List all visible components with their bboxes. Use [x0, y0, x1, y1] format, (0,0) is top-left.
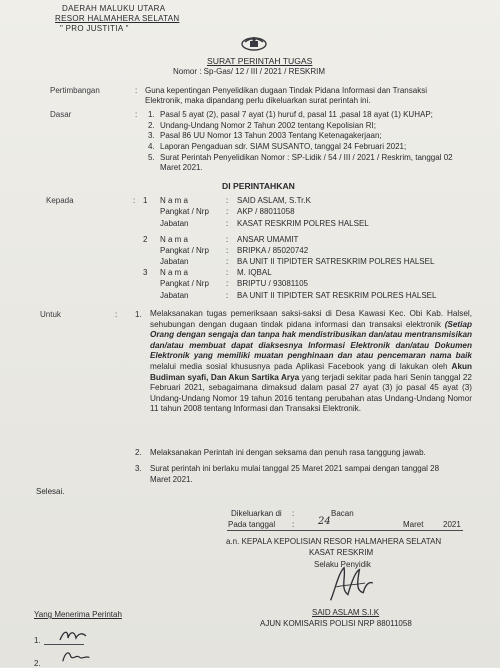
person-2-nama-label: N a m a [160, 235, 189, 244]
person-1-nama-label: N a m a [160, 196, 189, 205]
kepada-colon: : [133, 196, 136, 205]
document-number: Nomor : Sp-Gas/ 12 / III / 2021 / RESKRIM [173, 67, 326, 76]
person-2-colon-2: : [226, 246, 229, 255]
person-1-pangkat: AKP / 88011058 [237, 207, 295, 216]
untuk-colon: : [115, 310, 118, 319]
person-3-jabatan: BA UNIT II TIPIDTER SAT RESKRIM POLRES HALSEL [237, 291, 437, 300]
person-3-colon-1: : [226, 268, 229, 277]
untuk-item-1: Melaksanakan tugas pemeriksaan saksi-saksi di Desa Kawasi Kec. Obi Kab. Halsel, sehubungan dengan dugaan tindak pidana informasi dan transaksi elektronik (Setiap Orang dengan sengaja dan tanpa hak mendistribusikan dan/atau mentransmisikan dan/atau membuat dapat diaksesnya Informasi Elektronik dan/atau Dokumen Elektronik yang memiliki muatan penghinaan dan atau pencemaran nama baik melalui media sosial khususnya pada Aplikasi Facebook yang di lakukan oleh Akun Budiman syafi, Dan Akun Sartika Arya yang terjadi sekitar pada hari Senin tanggal 22 Februari 2021, sebagaimana dimaksud dalam pasal 27 ayat (3) jo pasal 45 ayat (3) Undang-Undang Nomor 19 tahun 2016 tentang perubahan atas Undang-Undang Nomor 11 tahun 2008 tentang Informasi dan Transaksi Elektronik. [150, 309, 472, 414]
person-2-jabatan-label: Jabatan [160, 257, 189, 266]
person-3-pangkat: BRIPTU / 93081105 [237, 279, 309, 288]
tanggal-colon: : [292, 520, 295, 529]
receiver-num-1: 1. [34, 636, 41, 645]
person-2-num: 2 [143, 235, 148, 244]
person-1-nama: SAID ASLAM, S.Tr.K [237, 196, 311, 205]
tanggal-month: Maret [403, 520, 424, 529]
person-2-pangkat: BRIPKA / 85020742 [237, 246, 309, 255]
pertimbangan-label: Pertimbangan [50, 86, 100, 95]
police-emblem-icon [239, 33, 269, 53]
dasar-item-5: Surat Perintah Penyelidikan Nomor : SP-Lidik / 54 / III / 2021 / Reskrim, tanggal 02 [160, 153, 453, 162]
person-3-nama: M. IQBAL [237, 268, 272, 277]
dasar-num-2: 2. [148, 121, 155, 130]
person-3-jabatan-label: Jabatan [160, 291, 189, 300]
tanggal-underline [227, 530, 463, 531]
receiver-num-2: 2. [34, 659, 41, 668]
signatory-name: SAID ASLAM S.I.K [312, 608, 380, 617]
dasar-item-4: Laporan Pengaduan sdr. SIAM SUSANTO, tanggal 24 Februari 2021; [160, 142, 407, 151]
dasar-item-1: Pasal 5 ayat (2), pasal 7 ayat (1) huruf d, pasal 11 ,pasal 18 ayat (1) KUHAP; [160, 110, 433, 119]
untuk-item-2: Melaksanakan Perintah ini dengan seksama dan penuh rasa tanggung jawab. [150, 448, 426, 457]
tanggal-label: Pada tanggal [228, 520, 276, 529]
tanggal-year: 2021 [443, 520, 461, 529]
person-1-jabatan-label: Jabatan [160, 219, 189, 228]
person-3-colon-3: : [226, 291, 229, 300]
header-resort: RESOR HALMAHERA SELATAN [55, 14, 180, 23]
person-1-colon-3: : [226, 219, 229, 228]
dasar-item-5-cont: Maret 2021. [160, 163, 203, 172]
person-3-colon-2: : [226, 279, 229, 288]
dasar-num-4: 4. [148, 142, 155, 151]
receiver-label: Yang Menerima Perintah [34, 610, 122, 619]
receiver-signature-2-icon [58, 648, 98, 667]
person-1-colon-1: : [226, 196, 229, 205]
untuk-label: Untuk [40, 310, 61, 319]
dasar-num-5: 5. [148, 153, 155, 162]
header-region: DAERAH MALUKU UTARA [62, 4, 166, 13]
person-1-jabatan: KASAT RESKRIM POLRES HALSEL [237, 219, 369, 228]
signatory-line-1: a.n. KEPALA KEPOLISIAN RESOR HALMAHERA SELATAN [226, 537, 442, 546]
dikeluarkan-colon: : [292, 509, 295, 518]
untuk-num-2: 2. [135, 448, 142, 457]
tanggal-day: 24 [318, 516, 331, 527]
signature-icon [300, 560, 390, 608]
diperintahkan-heading: DI PERINTAHKAN [222, 181, 295, 191]
person-1-colon-2: : [226, 207, 229, 216]
pertimbangan-line-1: Guna kepentingan Penyelidikan dugaan Tindak Pidana Informasi dan Transaksi [145, 86, 427, 95]
person-2-jabatan: BA UNIT II TIPIDTER SATRESKRIM POLRES HALSEL [237, 257, 435, 266]
person-3-pangkat-label: Pangkat / Nrp [160, 279, 209, 288]
dasar-item-3: Pasal 86 UU Nomor 13 Tahun 2003 Tentang Ketenagakerjaan; [160, 131, 382, 140]
pertimbangan-colon: : [135, 86, 138, 95]
person-1-num: 1 [143, 196, 148, 205]
untuk-item-3-line-2: Maret 2021. [150, 475, 193, 484]
dasar-item-2: Undang-Undang Nomor 2 Tahun 2002 tentang Kepolisian RI; [160, 121, 376, 130]
dikeluarkan-label: Dikeluarkan di [231, 509, 282, 518]
signatory-rank: AJUN KOMISARIS POLISI NRP 88011058 [260, 619, 412, 628]
person-2-colon-1: : [226, 235, 229, 244]
person-2-colon-3: : [226, 257, 229, 266]
person-2-nama: ANSAR UMAMIT [237, 235, 299, 244]
person-3-nama-label: N a m a [160, 268, 189, 277]
dasar-num-3: 3. [148, 131, 155, 140]
dasar-label: Dasar [50, 110, 72, 119]
kepada-label: Kepada [46, 196, 74, 205]
untuk-item-3-line-1: Surat perintah ini berlaku mulai tanggal 25 Maret 2021 sampai dengan tanggal 28 [150, 464, 440, 473]
untuk-num-3: 3. [135, 464, 142, 473]
person-2-pangkat-label: Pangkat / Nrp [160, 246, 209, 255]
header-pro-justitia: " PRO JUSTITIA " [60, 24, 129, 33]
person-3-num: 3 [143, 268, 148, 277]
signatory-line-3: Selaku Penyidik [314, 560, 371, 569]
untuk-num-1: 1. [135, 310, 142, 319]
dasar-colon: : [135, 110, 138, 119]
person-1-pangkat-label: Pangkat / Nrp [160, 207, 209, 216]
selesai-text: Selesai. [36, 487, 65, 496]
signatory-line-2: KASAT RESKRIM [309, 548, 374, 557]
dasar-num-1: 1. [148, 110, 155, 119]
receiver-signature-1-icon [56, 626, 96, 646]
pertimbangan-line-2: Elektronik, maka dipandang perlu dikeluarkan surat perintah ini. [145, 96, 371, 105]
document-title: SURAT PERINTAH TUGAS [207, 56, 313, 66]
dikeluarkan-value: Bacan [331, 509, 354, 518]
